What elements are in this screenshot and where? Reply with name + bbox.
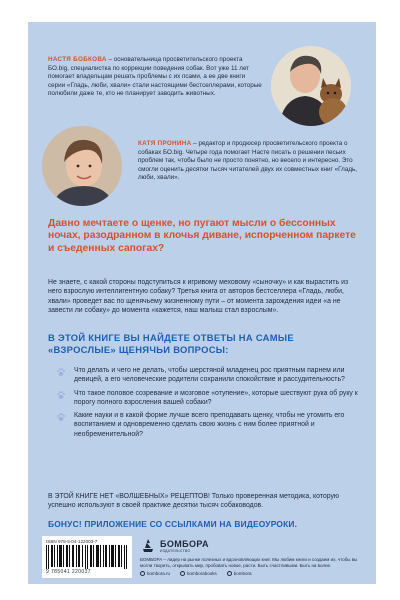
bombora-logo-icon <box>140 538 156 554</box>
publisher-sub: ИЗДАТЕЛЬСТВО <box>160 549 191 553</box>
bonus-line: БОНУС! ПРИЛОЖЕНИЕ СО ССЫЛКАМИ НА ВИДЕОУРОКИ. <box>48 519 298 529</box>
author2-photo <box>42 126 122 206</box>
author2-name: КАТЯ ПРОНИНА <box>138 140 192 147</box>
author1-name: НАСТЯ БОБКОВА <box>48 56 107 63</box>
isbn-text: ISBN 978-5-04-122003-7 <box>46 539 98 544</box>
list-item <box>48 411 364 439</box>
social-instagram: bombora <box>233 571 252 577</box>
question-text: Какие науки и в какой форме лучше всего преподавать щенку, чтобы не утомить его воспитанием и одновременно сделать свою жизнь с ним более приятной и необременительной? <box>74 412 345 438</box>
social-site: bombora.ru <box>147 571 171 577</box>
back-cover <box>28 22 376 584</box>
paw-icon <box>56 390 66 400</box>
publisher-logo <box>140 538 366 554</box>
social-vk: bomborabooks <box>187 571 217 577</box>
author1-bio: – основательница просветительского проекта БО.big, специалистка по коррекции поведения собак. Вот уже 11 лет помогает владельцам решать проблемы с их псами, а ее две книги серии «Гладь, люби, хвали» стали настоящими бестселлерами, которые полюбили даже те, кто не планирует заводить животных. <box>48 56 262 98</box>
author2-bio: – редактор и продюсер просветительского проекта о собаках БО.big. Четыре года помогает Насте писать о решении песьих проблем так, чтобы было не просто понятно, но весело и интересно. Это смогли оценить десятки тысяч читателей двух их совместных книг «Гладь, люби, хвали». <box>138 140 358 182</box>
tagline: Давно мечтаете о щенке, но пугают мысли о бессонных ночах, разодранном в клочья диване, испорченном паркете и съеденных сапогах? <box>48 218 356 254</box>
intro-paragraph: Не знаете, с какой стороны подступиться к игривому меховому «сыночку» и как вырастить из него взрослую интеллигентную собаку? Третья книга от авторов бестселлера «Гладь, люби, хвали» проведет вас по щенячьему жизненному пути – от момента зарождения идеи «а не завести ли собаку» до момента «кажется, наш малыш стал взрослым». <box>48 279 349 314</box>
publisher-name: БОМБОРА <box>160 539 209 549</box>
publisher-block <box>140 538 366 576</box>
author1-photo <box>271 46 351 126</box>
question-text: Что делать и чего не делать, чтобы шерстяной младенец рос приятным парнем или девицей, а его человеческие родители сохранили спокойствие и рассудительность? <box>74 367 345 384</box>
questions-list <box>48 366 364 443</box>
globe-icon <box>140 571 145 576</box>
woman-with-dog-photo <box>271 46 351 126</box>
publisher-description: БОМБОРА – лидер на рынке полезных и вдохновляющих книг. Мы любим книги и создаем их, чтобы вы могли творить, открывать мир, пробовать новое, расти. Быть счастливыми. Быть на волне. <box>140 557 358 568</box>
answers-title: В ЭТОЙ КНИГЕ ВЫ НАЙДЕТЕ ОТВЕТЫ НА САМЫЕ «ВЗРОСЛЫЕ» ЩЕНЯЧЬИ ВОПРОСЫ: <box>48 332 294 355</box>
woman-portrait-photo <box>42 126 122 206</box>
list-item <box>48 366 364 385</box>
question-text: Что такое половое созревание и мозговое «отупение», которые шествуют рука об руку к порогу полного взросления вашей собаки? <box>74 389 358 406</box>
no-recipes-paragraph: В ЭТОЙ КНИГЕ НЕТ «ВОЛШЕБНЫХ» РЕЦЕПТОВ! Только проверенная методика, которую успешно используют в своей практике десятки тысяч собаководов. <box>48 493 340 510</box>
paw-icon <box>56 367 66 377</box>
barcode <box>42 536 132 578</box>
social-links <box>140 571 366 576</box>
paw-icon <box>56 412 66 422</box>
instagram-icon <box>227 571 232 576</box>
barcode-bars-icon <box>46 545 128 569</box>
list-item <box>48 389 364 408</box>
vk-icon <box>180 571 185 576</box>
barcode-digits: 9 785041 220037 <box>46 569 91 575</box>
